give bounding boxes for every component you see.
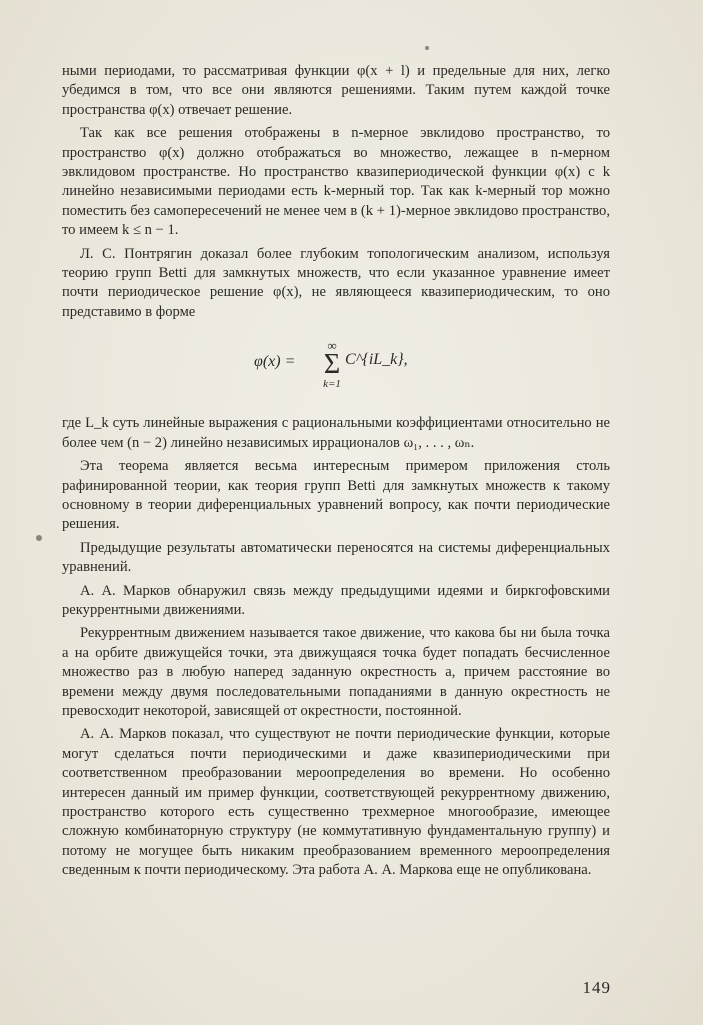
paper-speck — [36, 535, 42, 541]
paragraph: А. А. Марков обнаружил связь между предыдущими идеями и биркгофовскими рекуррентными движениями. — [62, 582, 610, 618]
paragraph: Так как все решения отображены в n-мерное эвклидово пространство, то пространство φ(x) должно отображаться во множество, лежащее в n-мерном эвклидовом пространстве. Но пространство квазипериодической функции φ(x) с k линейно независимыми периодами есть k-мерный тор. Так как k-мерный тор можно поместить без самопересечений не менее чем в (k + 1)-мерное эвклидово пространство, то имеем k ≤ n − 1. — [62, 125, 610, 239]
summation — [320, 340, 344, 390]
summation-lower-limit: k=1 — [323, 378, 341, 391]
formula-term: C^{iL_k}, — [345, 351, 408, 369]
paragraph: ными периодами, то рассматривая функции φ(x + l) и предельные для них, легко убедимся в том, что все они являются решениями. Таким путем каждой точке пространства φ(x) отвечает решение. — [62, 63, 610, 118]
paragraph: Предыдущие результаты автоматически переносятся на системы диференциальных уравнений. — [62, 539, 610, 576]
main-text — [62, 62, 610, 885]
paragraph: Л. С. Понтрягин доказал более глубоким топологическим анализом, используя теорию групп Betti для замкнутых множеств, что если указанное уравнение имеет почти периодическое решение φ(x), не являющееся квазипериодическим, то оно представимо в форме — [62, 245, 610, 320]
paragraph: Эта теорема является весьма интересным примером приложения столь рафинированной теории, как теория групп Betti для замкнутых множеств к такому основному в теории диференциальных уравнений вопросу, как почти периодические решения. — [62, 458, 610, 533]
paper-speck — [425, 46, 429, 50]
summation-upper-limit: ∞ — [327, 338, 337, 354]
paragraph: где L_k суть линейные выражения с рациональными коэффициентами относительно не более чем (n − 2) линейно независимых иррационалов ω₁, . . . , ωₙ. — [62, 415, 610, 451]
summation-sign: Σ — [323, 349, 341, 381]
formula-lhs: φ(x) = — [254, 353, 296, 371]
formula — [62, 326, 610, 398]
paragraph: А. А. Марков показал, что существуют не почти периодические функции, которые могут сделаться почти периодическими и даже квазипериодическими при соответственном преобразовании мероопределения во времени. Но особенно интересен данный им пример функции, соответствующей рекуррентному движению, пространство которого есть существенно трехмерное многообразие, имеющее сложную комбинаторную структуру (не коммутативную фундаментальную группу) и потому не могущее быть никаким преобразованием временного мероопределения сведенным к почти периодическому. Эта работа А. А. Маркова еще не опубликована. — [62, 726, 610, 879]
paragraph: Рекуррентным движением называется такое движение, что какова бы ни была точка a на орбите движущейся точки, эта движущаяся точка будет попадать бесчисленное множество раз в любую наперед заданную окрестность a, причем расстояние во времени между двумя последовательными попаданиями в данную окрестность не превосходит некоторой, зависящей от окрестности, постоянной. — [62, 625, 610, 719]
page-number: 149 — [582, 978, 611, 997]
